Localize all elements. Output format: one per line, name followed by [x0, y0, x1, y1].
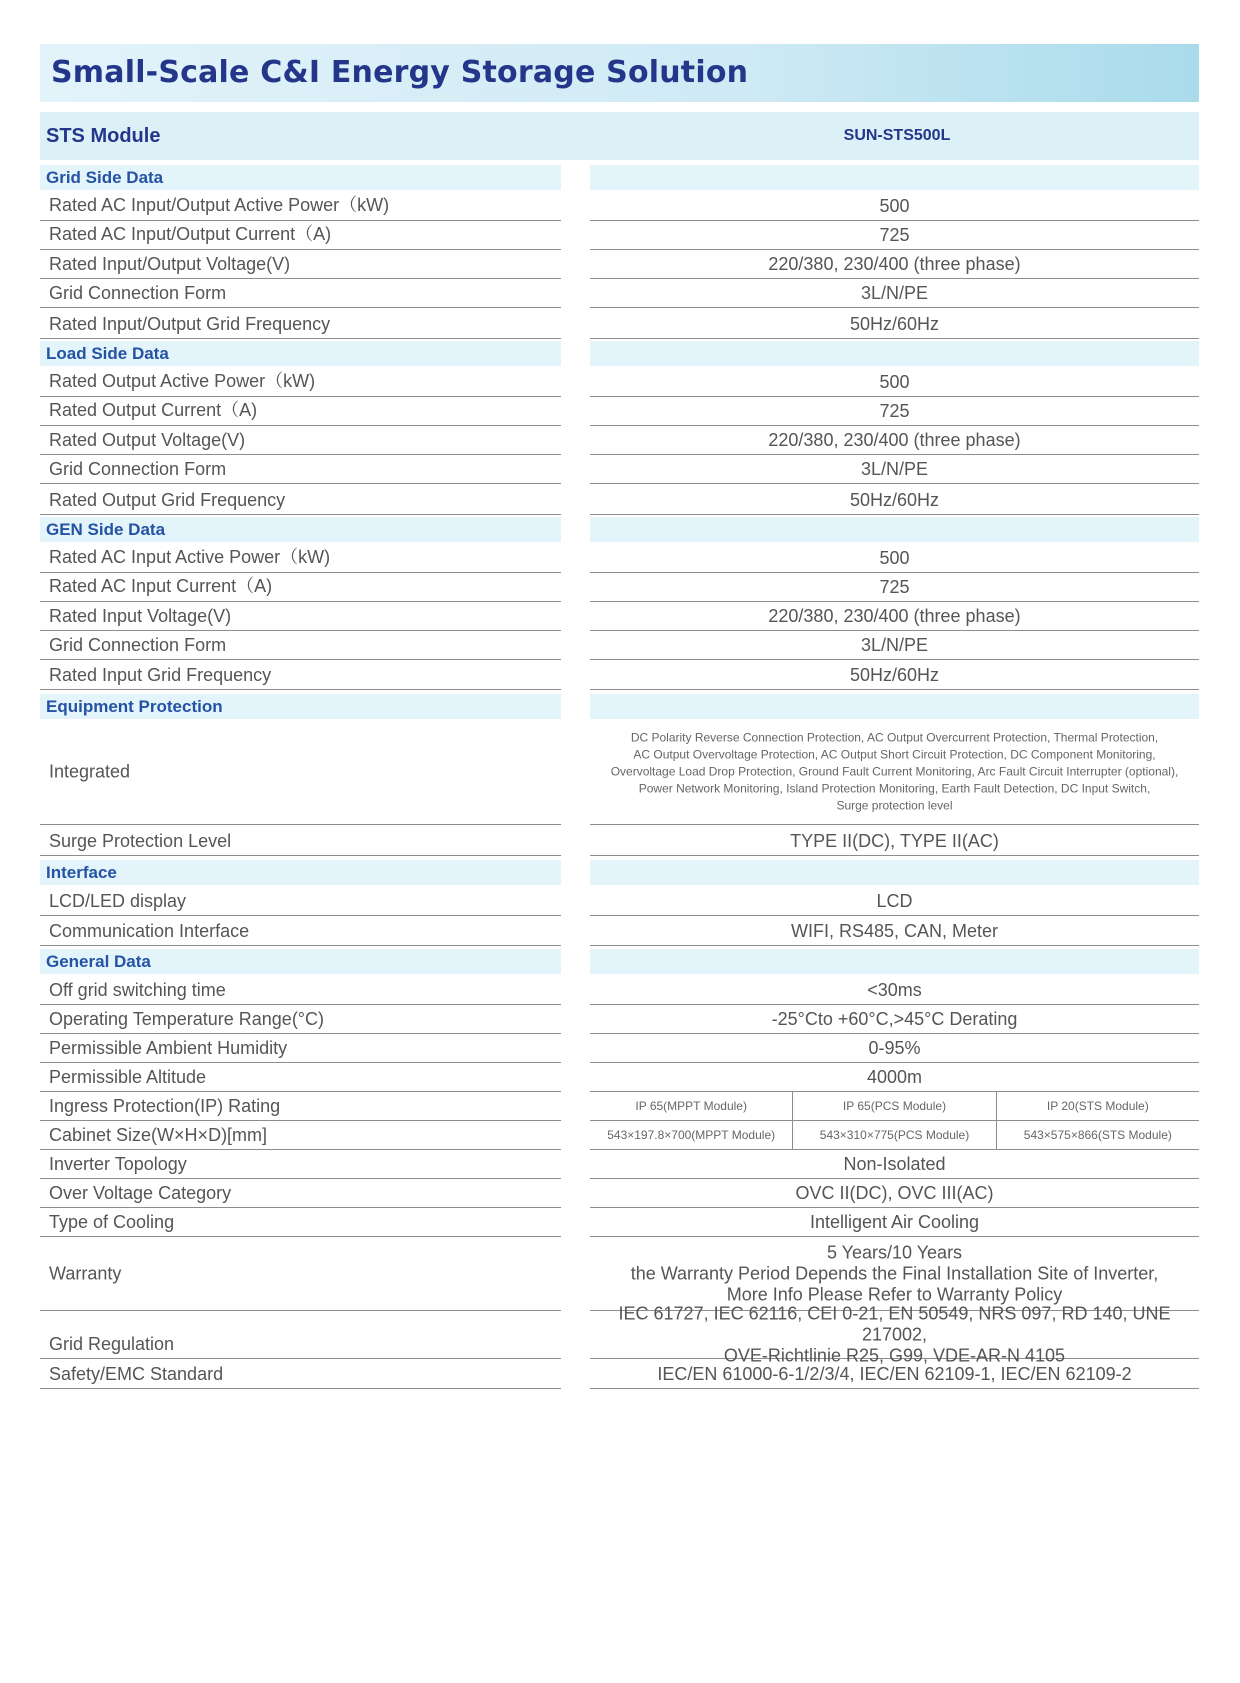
table-row — [0, 1005, 1240, 1034]
row-label: Rated Output Grid Frequency — [49, 490, 286, 510]
row-label: Type of Cooling — [49, 1212, 175, 1232]
section-grid-side — [0, 165, 1240, 191]
section-gen-side — [0, 517, 1240, 543]
table-row — [0, 1034, 1240, 1063]
grid-regulation-text — [590, 1303, 1199, 1366]
row-value: <30ms — [867, 980, 922, 1000]
row-value: TYPE II(DC), TYPE II(AC) — [790, 831, 999, 851]
row-label: Rated Output Voltage(V) — [49, 430, 246, 450]
table-row — [0, 543, 1240, 573]
section-load-side — [0, 341, 1240, 367]
table-row — [0, 1208, 1240, 1237]
row-value: 3L/N/PE — [860, 459, 929, 479]
table-row — [0, 1063, 1240, 1092]
row-label: Over Voltage Category — [49, 1183, 232, 1203]
table-row — [0, 825, 1240, 856]
row-value: 725 — [879, 225, 910, 245]
table-row — [0, 484, 1240, 515]
section-title: GEN Side Data — [46, 520, 166, 539]
row-label: Communication Interface — [49, 921, 250, 941]
warranty-text — [590, 1242, 1199, 1305]
row-label: Cabinet Size(W×H×D)[mm] — [49, 1125, 268, 1145]
row-value: 50Hz/60Hz — [849, 665, 940, 685]
row-value: 500 — [879, 372, 910, 392]
row-value: 3L/N/PE — [860, 283, 929, 303]
table-row — [0, 455, 1240, 484]
row-value: 4000m — [866, 1067, 923, 1087]
row-value: 50Hz/60Hz — [849, 314, 940, 334]
cabinet-size-sts: 543×575×866(STS Module) — [996, 1121, 1199, 1149]
protection-line: Surge protection level — [836, 798, 953, 813]
row-label: Warranty — [49, 1263, 122, 1283]
row-value: 725 — [879, 577, 910, 597]
table-row — [0, 221, 1240, 250]
row-label: Grid Connection Form — [49, 635, 227, 655]
row-value: OVC II(DC), OVC III(AC) — [795, 1183, 994, 1203]
title-banner — [40, 44, 1199, 102]
row-label: LCD/LED display — [49, 891, 187, 911]
row-label: Rated Input/Output Grid Frequency — [49, 314, 331, 334]
row-label: Ingress Protection(IP) Rating — [49, 1096, 281, 1116]
table-row — [0, 191, 1240, 221]
row-label: Operating Temperature Range(°C) — [49, 1009, 325, 1029]
table-row — [0, 886, 1240, 916]
row-label: Rated AC Input Active Power（kW) — [49, 547, 331, 567]
row-label: Integrated — [49, 761, 131, 782]
table-row — [0, 1150, 1240, 1179]
row-label: Grid Connection Form — [49, 283, 227, 303]
table-row — [0, 1303, 1240, 1365]
row-value: WIFI, RS485, CAN, Meter — [790, 921, 999, 941]
table-row — [0, 573, 1240, 602]
row-label: Rated Input/Output Voltage(V) — [49, 254, 291, 274]
section-equipment-protection — [0, 694, 1240, 720]
row-value: 220/380, 230/400 (three phase) — [768, 606, 1021, 626]
protection-list — [576, 730, 1213, 815]
row-label: Grid Connection Form — [49, 459, 227, 479]
table-row — [0, 1092, 1240, 1121]
table-row — [0, 426, 1240, 455]
section-title: Interface — [46, 863, 117, 882]
table-row — [0, 1179, 1240, 1208]
page-title: Small-Scale C&I Energy Storage Solution — [51, 55, 749, 90]
table-row — [0, 250, 1240, 279]
row-label: Off grid switching time — [49, 980, 226, 1000]
row-label: Permissible Ambient Humidity — [49, 1038, 288, 1058]
row-label: Surge Protection Level — [49, 831, 232, 851]
row-value: LCD — [876, 891, 913, 911]
table-row — [0, 631, 1240, 660]
row-value: Non-Isolated — [843, 1154, 946, 1174]
table-row — [0, 720, 1240, 825]
row-value: 220/380, 230/400 (three phase) — [768, 254, 1021, 274]
section-title: General Data — [46, 952, 151, 971]
table-row — [0, 367, 1240, 397]
row-label: Grid Regulation — [49, 1334, 175, 1354]
cabinet-size-mppt: 543×197.8×700(MPPT Module) — [607, 1128, 776, 1142]
warranty-line: the Warranty Period Depends the Final Installation Site of Inverter, — [630, 1263, 1159, 1283]
warranty-line: 5 Years/10 Years — [826, 1242, 963, 1262]
table-row — [0, 279, 1240, 308]
grid-regulation-line: IEC 61727, IEC 62116, CEI 0-21, EN 50549, NRS 097, RD 140, UNE 217002, — [618, 1303, 1171, 1344]
section-title: Load Side Data — [46, 344, 169, 363]
ip-rating-mppt: IP 65(MPPT Module) — [635, 1099, 747, 1113]
module-model: SUN-STS500L — [843, 127, 951, 144]
module-header — [40, 112, 1199, 160]
ip-rating-pcs: IP 65(PCS Module) — [792, 1092, 995, 1120]
warranty-line: More Info Please Refer to Warranty Policy — [726, 1284, 1063, 1304]
protection-line: AC Output Overvoltage Protection, AC Output Short Circuit Protection, DC Component Monitoring, — [633, 747, 1156, 762]
grid-regulation-line: OVE-Richtlinie R25, G99, VDE-AR-N 4105 — [723, 1345, 1066, 1365]
ip-rating-sts: IP 20(STS Module) — [996, 1092, 1199, 1120]
protection-line: Power Network Monitoring, Island Protection Monitoring, Earth Fault Detection, DC Input Switch, — [638, 781, 1151, 796]
section-title: Equipment Protection — [46, 697, 223, 716]
row-label: Rated Output Current（A) — [49, 400, 258, 420]
table-row — [0, 602, 1240, 631]
row-value: 3L/N/PE — [860, 635, 929, 655]
row-label: Rated Input Voltage(V) — [49, 606, 232, 626]
row-value: 0-95% — [868, 1038, 921, 1058]
section-general — [0, 949, 1240, 975]
table-row — [0, 916, 1240, 946]
section-title: Grid Side Data — [46, 168, 164, 187]
section-interface — [0, 860, 1240, 886]
row-label: Rated AC Input Current（A) — [49, 576, 273, 596]
row-value: 500 — [879, 548, 910, 568]
row-value: Intelligent Air Cooling — [809, 1212, 980, 1232]
table-row — [0, 660, 1240, 690]
table-row — [0, 397, 1240, 426]
table-row — [0, 1359, 1240, 1389]
row-value: IEC/EN 61000-6-1/2/3/4, IEC/EN 62109-1, IEC/EN 62109-2 — [657, 1364, 1132, 1384]
row-label: Rated Input Grid Frequency — [49, 665, 272, 685]
row-value: -25°Cto +60°C,>45°C Derating — [771, 1009, 1018, 1029]
row-value: 50Hz/60Hz — [849, 490, 940, 510]
cabinet-size-pcs: 543×310×775(PCS Module) — [792, 1121, 995, 1149]
module-label: STS Module — [46, 125, 161, 147]
row-label: Rated Output Active Power（kW) — [49, 371, 316, 391]
protection-line: Overvoltage Load Drop Protection, Ground Fault Current Monitoring, Arc Fault Circuit Interrupter (optional), — [610, 764, 1179, 779]
row-label: Safety/EMC Standard — [49, 1364, 224, 1384]
table-row — [0, 1121, 1240, 1150]
table-row — [0, 1237, 1240, 1311]
row-value: 725 — [879, 401, 910, 421]
protection-line: DC Polarity Reverse Connection Protection, AC Output Overcurrent Protection, Thermal Protection, — [630, 730, 1159, 745]
row-value: 220/380, 230/400 (three phase) — [768, 430, 1021, 450]
table-row — [0, 975, 1240, 1005]
row-label: Rated AC Input/Output Current（A) — [49, 224, 332, 244]
row-label: Rated AC Input/Output Active Power（kW) — [49, 195, 390, 215]
table-row — [0, 308, 1240, 339]
row-value: 500 — [879, 196, 910, 216]
row-label: Permissible Altitude — [49, 1067, 207, 1087]
row-label: Inverter Topology — [49, 1154, 187, 1174]
